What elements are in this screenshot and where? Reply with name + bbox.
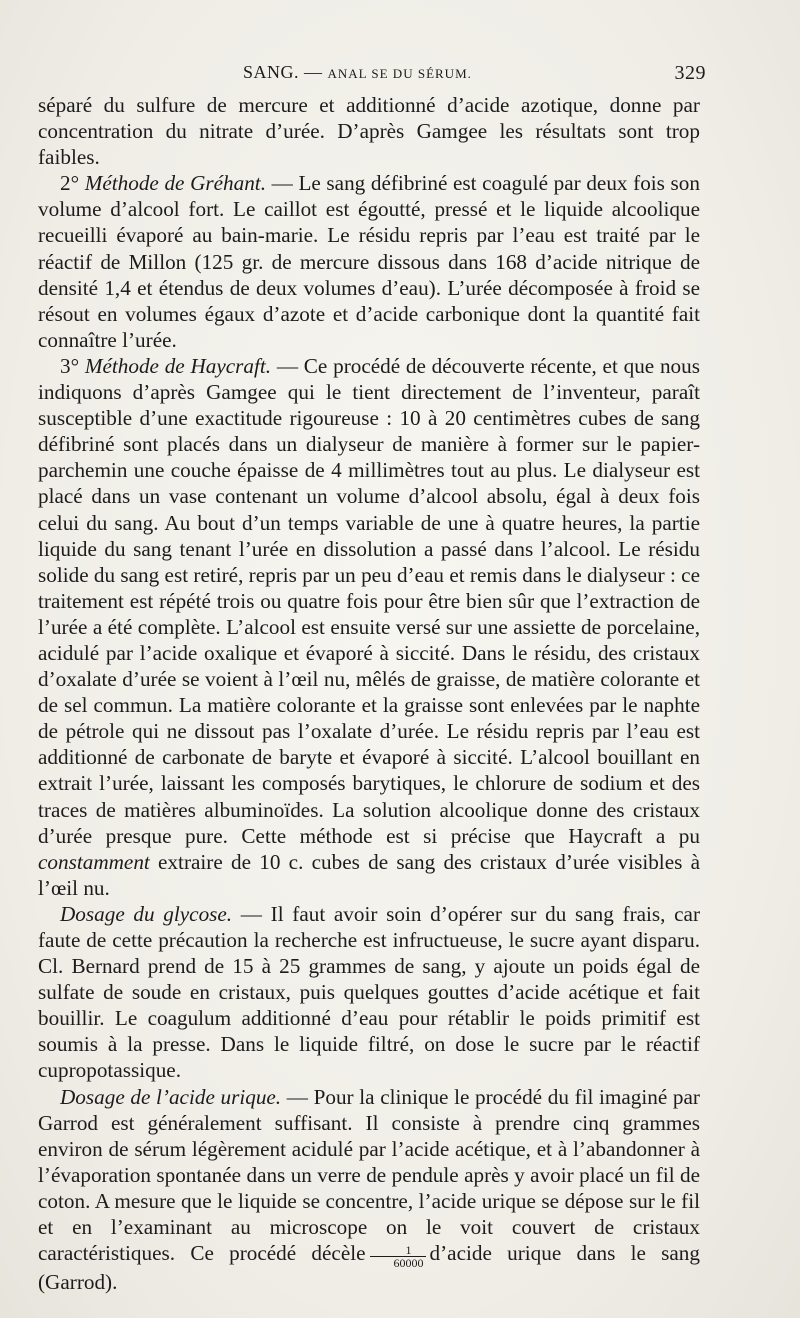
section-heading: Méthode de Haycraft.: [84, 353, 272, 378]
running-title: [243, 62, 472, 83]
paragraph-haycraft-method: [38, 353, 700, 901]
paragraph-text: séparé du sulfure de mercure et additionné d’acide azotique, donne par concentration du nitrate d’urée. D’après Gamgee les résultats sont trop faibles.: [38, 93, 700, 170]
paragraph-grehant-method: [38, 170, 700, 353]
paragraph-continuation: [38, 92, 700, 170]
running-title-main: SANG.: [243, 62, 300, 82]
paragraph-text: — Le sang défibriné est coagulé par deux fois son volume d’alcool fort. Le caillot est égoutté, pressé et le liquide alcoolique recueilli évaporé au bain-marie. Le résidu repris par l’eau est traité par le réactif de Millon (125 gr. de mercure dissous dans 168 d’acide nitrique de densité 1,4 et étendus de deux volumes d’eau). L’urée décomposée à froid se résout en volumes égaux d’azote et d’acide carbonique dont la quantité fait connaître l’urée.: [38, 171, 700, 352]
fraction-numerator: 1: [370, 1244, 426, 1257]
section-heading: Dosage de l’acide urique.: [60, 1084, 282, 1109]
section-number: 2°: [60, 171, 85, 196]
running-head: [38, 52, 706, 92]
paragraph-text: extraire de 10 c. cubes de sang des cristaux d’urée visibles à l’œil nu.: [38, 849, 700, 900]
paragraph-text: — Pour la clinique le procédé du fil imaginé par Garrod est généralement suffisant. Il consiste à prendre cinq grammes environ de sérum légèrement acidulé par l’acide acétique, et à l’abandonner à l’évaporation spontanée dans un verre de pendule après y avoir placé un fil de coton. A mesure que le liquide se concentre, l’acide urique se dépose sur le fil et en l’examinant au microscope on le voit couvert de cristaux caractéristiques. Ce procédé décèle: [38, 1084, 700, 1266]
emphasis-text: constamment: [38, 849, 150, 874]
paragraph-text: d’acide urique dans le sang (Garrod).: [38, 1241, 700, 1295]
body-text: [38, 92, 700, 1295]
section-number: 3°: [60, 353, 85, 378]
running-title-dash: —: [304, 62, 323, 82]
fraction-denominator: 60000: [393, 1256, 424, 1271]
paragraph-text: — Ce procédé de découverte récente, et que nous indiquons d’après Gamgee qui le tient directement de l’inventeur, paraît susceptible d’une exactitude rigoureuse : 10 à 20 centimètres cubes de sang défibriné sont placés dans un dialyseur de manière à former sur le papier-parchemin une couche épaisse de 4 millimètres tout au plus. Le dialyseur est placé dans un vase contenant un volume d’alcool absolu, égal à deux fois celui du sang. Au bout d’un temps variable de une à quatre heures, la partie liquide du sang tenant l’urée en dissolution a passé dans l’alcool. Le résidu solide du sang est retiré, repris par un peu d’eau et remis dans le dialyseur : ce traitement est répété trois ou quatre fois pour être bien sûr que l’extraction de l’urée a été complète. L’alcool est ensuite versé sur une assiette de porcelaine, acidulé par l’acide oxalique et évaporé à siccité. Dans le résidu, des cristaux d’oxalate d’urée se voient à l’œil nu, mêlés de graisse, de matière colorante et de sel commun. La matière colorante et la graisse sont enlevées par le naphte de pétrole qui ne dissout pas l’oxalate d’urée. Le résidu repris par l’eau est additionné de carbonate de baryte et évaporé à siccité. L’alcool bouillant en extrait l’urée, laissant les composés barytiques, le chlorure de sodium et des traces de matières albuminoïdes. La solution alcoolique donne des cristaux d’urée presque pure. Cette méthode est si précise que Haycraft a pu: [38, 353, 700, 848]
page-number: 329: [674, 62, 706, 84]
paragraph-glycose-dosage: [38, 901, 700, 1084]
running-title-sub: ANAL SE DU SÉRUM.: [327, 66, 472, 81]
paragraph-text: — Il faut avoir soin d’opérer sur du sang frais, car faute de cette précaution la recherche est infructueuse, le sucre ayant disparu. Cl. Bernard prend de 15 à 25 grammes de sang, y ajoute un poids égal de sulfate de soude en cristaux, puis quelques gouttes d’acide acétique et fait bouillir. Le coagulum additionné d’eau pour rétablir le poids primitif est soumis à la presse. Dans le liquide filtré, on dose le sucre par le réactif cupropotassique.: [38, 901, 700, 1083]
section-heading: Dosage du glycose.: [60, 901, 233, 926]
section-heading: Méthode de Gréhant.: [84, 171, 266, 196]
fraction: [370, 1244, 426, 1269]
paragraph-uric-acid-dosage: [38, 1084, 700, 1296]
